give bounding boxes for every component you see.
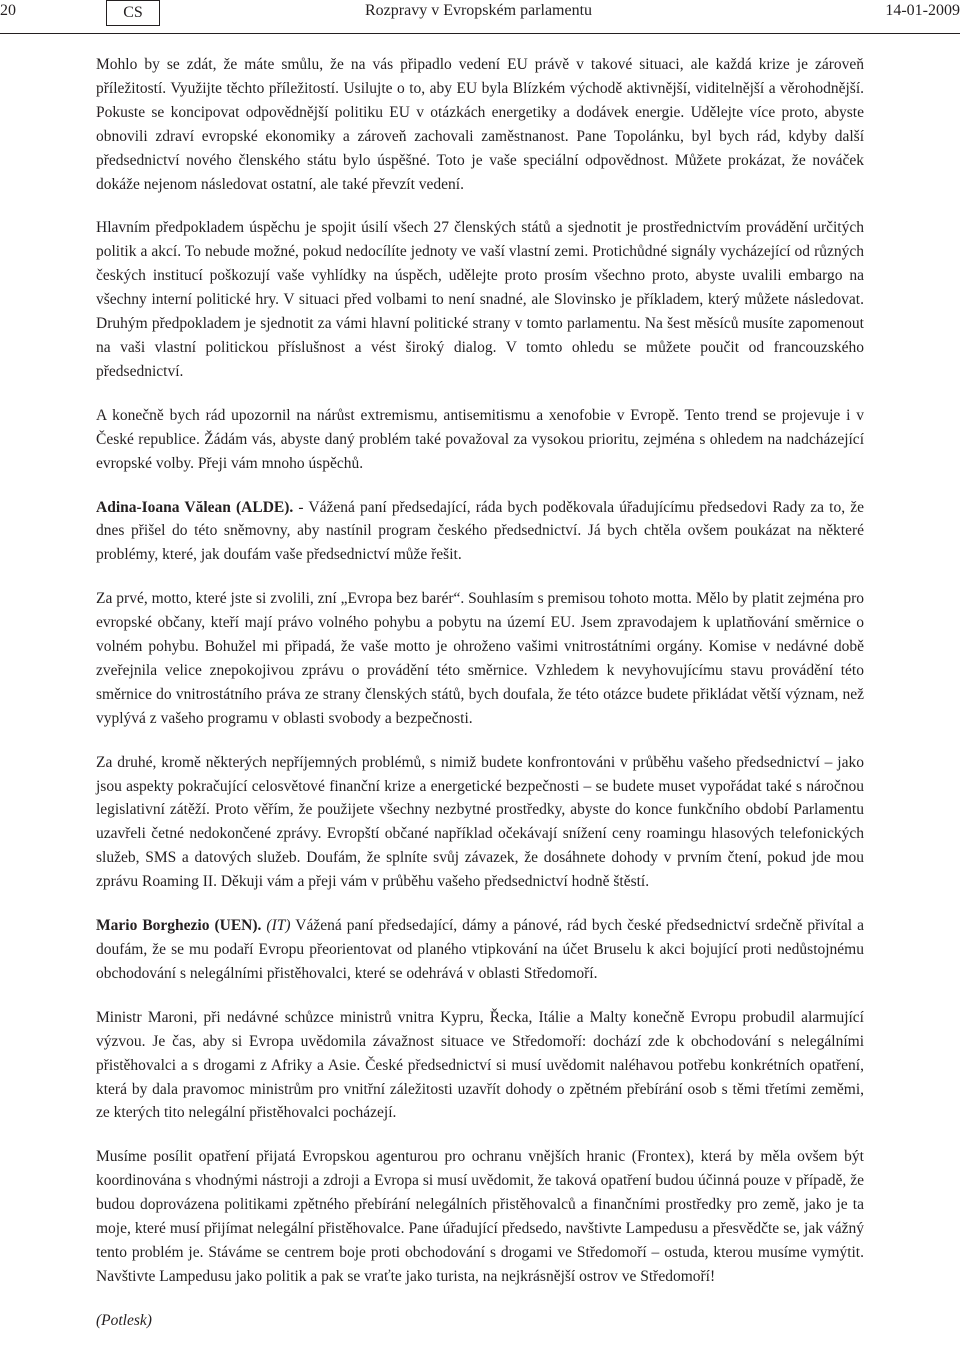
running-title: Rozpravy v Evropském parlamentu — [365, 2, 593, 19]
language-tag: (IT) — [266, 917, 291, 935]
applause-note: (Potlesk) — [96, 1311, 152, 1329]
speech-paragraph — [96, 496, 864, 568]
paragraph: Mohlo by se zdát, že máte smůlu, že na vás připadlo vedení EU právě v takové situaci, ale každá krize je zároveň příležitostí. Využijte těchto příležitostí. Usilujte o to, aby EU byla Blízkém východě aktivnější, viditelnější a věrohodnější. Pokuste se koncipovat odpovědnější politiku EU v otázkách energetiky a dodávek energie. Udělejte více proto, abyste obnovili zdraví evropské ekonomiky a zároveň zachovali zaměstnanost. Pane Topolánku, byl bych rád, kdyby další předsednictví nového členského státu bylo úspěšné. Toto je vaše speciální odpovědnost. Můžete prokázat, že nováček dokáže nejenom následovat ostatní, ale také převzít vedení. — [96, 56, 864, 193]
page-number: 20 — [0, 2, 16, 19]
paragraph: Hlavním předpokladem úspěchu je spojit úsilí všech 27 členských států a sjednotit je prostřednictvím provádění určitých politik a akcí. To nebude možné, pokud nedocílíte jednoty ve vaší vlastní zemi. Protichůdné signály vycházející od různých českých institucí poškozují vaše vyhlídky na úspěch, udělejte proto prosím všechno proto, abyste uvalili embargo na všechny interní politické hry. V situaci před volbami to není snadné, ale Slovinsko je příkladem, který můžete následovat. Druhým předpokladem je sjednotit za vámi hlavní politické strany v tomto parlamentu. Na šest měsíců musíte zapomenout na vaši vlastní politickou příslušnost a vést široký dialog. V tomto ohledu se můžete poučit od francouzského předsednictví. — [96, 219, 864, 380]
paragraph: Za prvé, motto, které jste si zvolili, zní „Evropa bez barér“. Souhlasím s premisou tohoto motta. Mělo by platit zejména pro evropské občany, kteří mají právo volného pohybu a pobytu na území EU. Jsem zpravodajem k uplatňování směrnice o volném pohybu. Bohužel mi připadá, že vaše motto je ohroženo vašimi vnitrostátními orgány. Komise v nedávné době zveřejnila velice znepokojivou zprávu o provádění této směrnice. Vzhledem k nevyhovujícímu stavu provádění této směrnice do vnitrostátního práva ze strany členských států, bych doufala, že této otázce budete přikládat větší význam, než vyplývá z vašeho programu v oblasti svobody a bezpečnosti. — [96, 590, 864, 727]
paragraph: Ministr Maroni, při nedávné schůzce ministrů vnitra Kypru, Řecka, Itálie a Malty konečně Evropu probudil alarmující výzvou. Je čas, aby si Evropa uvědomila závažnost situace ve Středomoří: dochází zde k obchodování s nelegálními přistěhovalci a s drogami z Afriky a Asie. České předsednictví si musí uvědomit naléhavou potřebu konkrétních opatření, která by dala pravomoc ministrům pro vnitřní záležitosti uzavřít dohody o zpětném přebírání osob s těmi třetími zeměmi, ze kterých tito nelegální přistěhovalci pocházejí. — [96, 1008, 864, 1122]
speech-text: - Vážená paní předsedající, ráda bych poděkovala úřadujícímu předsedovi Rady za to, že dnes přišel do této sněmovny, aby nastínil program českého předsednictví. Já bych chtěla ovšem poukázat na některé problémy, které, jak doufám vaše předsednictví může řešit. — [96, 498, 865, 564]
header-date: 14-01-2009 — [885, 2, 960, 19]
speaker-name: Mario Borghezio (UEN). — [96, 917, 262, 935]
paragraph: Za druhé, kromě některých nepříjemných problémů, s nimiž budete konfrontováni v průběhu vašeho předsednictví – jako jsou aspekty pokračující celosvětové finanční krize a energetické bezpečnosti – se budete muset vypořádat také s náročnou legislativní zátěží. Proto věřím, že použijete všechny nezbytné prostředky, abyste do konce funkčního období Parlamentu uzavřeli četné nedokončené zprávy. Evropští občané například očekávají snížení ceny roamingu hlasových telefonických služeb, SMS a datových služeb. Doufám, že splníte svůj závazek, že dosáhnete dohody v prvním čtení, pokud jde mou zprávu Roaming II. Děkuji vám a přeji vám v průběhu vašeho předsednictví hodně štěstí. — [96, 753, 864, 891]
paragraph: A konečně bych rád upozornil na nárůst extremismu, antisemitismu a xenofobie v Evropě. Tento trend se projevuje i v České republice. Žádám vás, abyste daný problém také považoval za vysokou prioritu, zejména s ohledem na nadcházející evropské volby. Přeji vám mnoho úspěchů. — [96, 406, 864, 472]
page-header — [0, 0, 960, 34]
speech-text: Vážená paní předsedající, dámy a pánové, rád bych české předsednictví srdečně přivítal a doufám, že se mu podaří Evropu přeorientovat od planého vtipkování na účet Bruselu k akci bojující proti nedůstojnému obchodování s nelegálními přistěhovalci, které se odehrává v oblasti Středomoří. — [96, 917, 864, 982]
language-badge: CS — [106, 0, 160, 26]
speech-paragraph — [96, 914, 864, 986]
debate-text — [96, 53, 864, 1353]
paragraph: Musíme posílit opatření přijatá Evropskou agenturou pro ochranu vnějších hranic (Frontex), která by měla ovšem být koordinována s vhodnými nástroji a zdroji a Evropa si musí uvědomit, že taková opatření budou účinná pouze v případě, že budou doprovázena politikami zpětného přebírání nelegálních přistěhovalců a finančními prostředky pro země, jako je ta moje, které musí přijímat nelegální přistěhovalce. Pane úřadující předsedo, navštivte Lampedusu a přesvědčte se, jak vážný tento problém je. Stáváme se centrem boje proti obchodování s drogami ve Středomoří – ostuda, kterou musíme vymýtit. Navštivte Lampedusu jako politik a pak se vraťte jako turista, na nejkrásnější ostrov ve Středomoří! — [96, 1148, 864, 1285]
speaker-name: Adina-Ioana Vălean (ALDE). — [96, 498, 294, 516]
